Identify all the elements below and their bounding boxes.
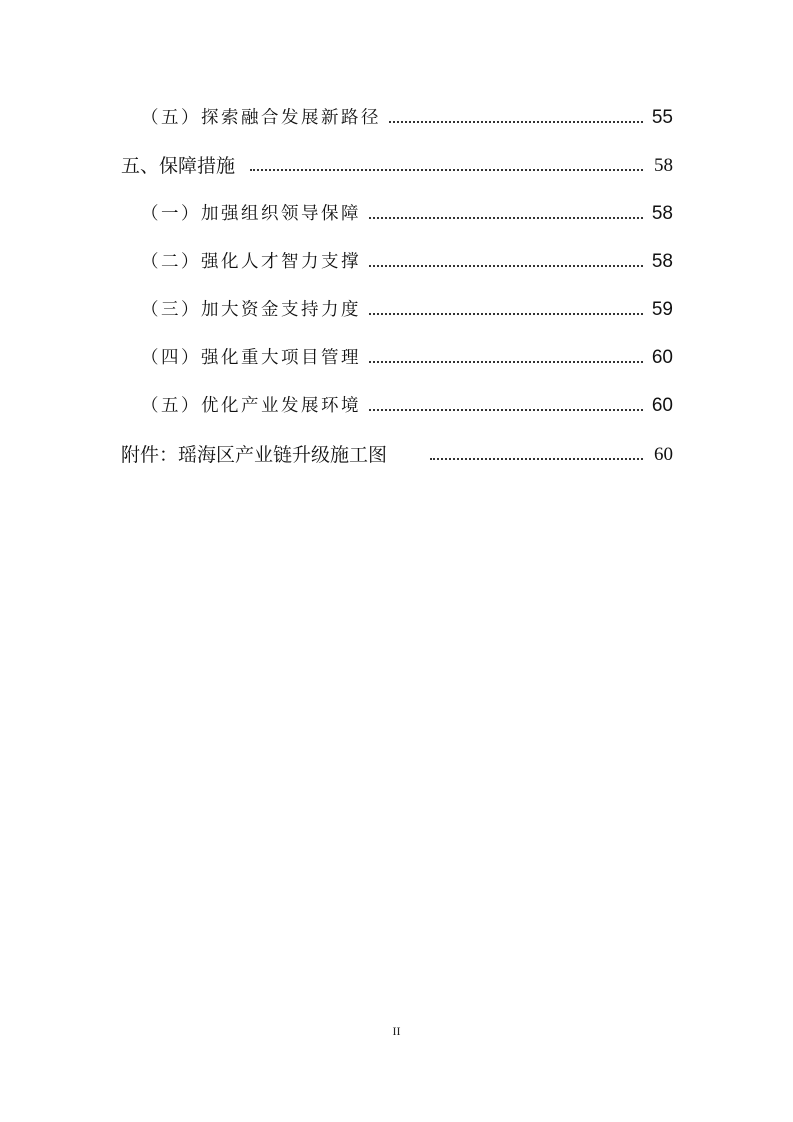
toc-entry-title: （一）加强组织领导保障 xyxy=(141,199,367,229)
toc-entry-page: 55 xyxy=(646,103,673,133)
toc-entry-page: 60 xyxy=(648,440,673,470)
toc-entry-title: 五、保障措施 xyxy=(121,151,241,181)
page-number: II xyxy=(392,1024,401,1038)
toc-entry[interactable] xyxy=(0,295,793,325)
toc-entry-page: 59 xyxy=(646,295,673,325)
toc-entry-page: 58 xyxy=(646,199,673,229)
toc-entry[interactable] xyxy=(0,103,793,133)
toc-entry-page: 60 xyxy=(646,391,673,421)
toc-entry-title: 附件：瑶海区产业链升级施工图 xyxy=(121,440,393,470)
toc-entry[interactable] xyxy=(0,151,793,181)
toc-entry[interactable] xyxy=(0,391,793,421)
toc-entry[interactable] xyxy=(0,440,793,470)
toc-entry-page: 58 xyxy=(648,151,673,181)
toc-entry-title: （五）优化产业发展环境 xyxy=(141,391,367,421)
toc-entry[interactable] xyxy=(0,343,793,373)
dot-leader xyxy=(250,169,643,171)
toc-entry-title: （二）强化人才智力支撑 xyxy=(141,247,367,277)
dot-leader xyxy=(430,458,643,460)
toc-entry-page: 58 xyxy=(646,247,673,277)
toc-entry[interactable] xyxy=(0,199,793,229)
toc-entry-title: （三）加大资金支持力度 xyxy=(141,295,367,325)
toc-entry[interactable] xyxy=(0,247,793,277)
toc-entry-page: 60 xyxy=(646,343,673,373)
toc-entry-title: （五）探索融合发展新路径 xyxy=(141,103,387,133)
toc-entry-title: （四）强化重大项目管理 xyxy=(141,343,367,373)
